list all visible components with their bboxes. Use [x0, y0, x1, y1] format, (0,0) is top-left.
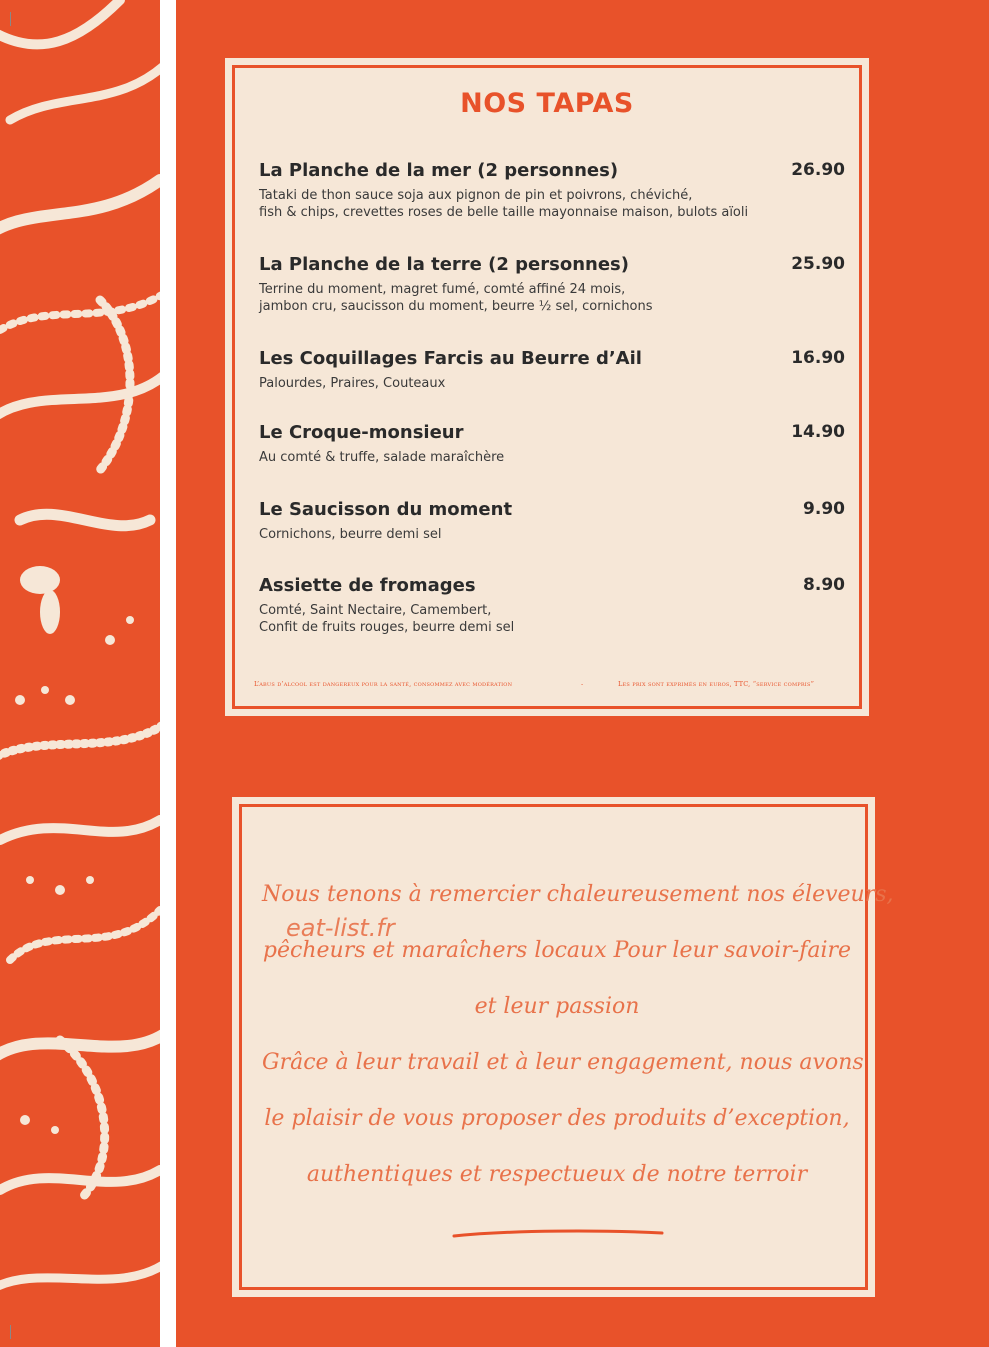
item-description — [259, 187, 849, 221]
item-description — [259, 602, 849, 636]
thanks-line: et leur passion — [474, 994, 640, 1019]
description-line: jambon cru, saucisson du moment, beurre ½ sel, cornichons — [259, 299, 653, 314]
decorative-pattern-panel — [0, 0, 160, 1347]
item-name: La Planche de la mer (2 personnes) — [259, 160, 619, 181]
description-line: Comté, Saint Nectaire, Camembert, — [259, 603, 492, 618]
card-frame — [239, 804, 894, 1290]
menu-title: NOS TAPAS — [460, 88, 634, 119]
menu-item — [259, 348, 849, 392]
item-name: La Planche de la terre (2 personnes) — [259, 254, 629, 275]
item-name: Assiette de fromages — [259, 575, 476, 596]
description-line: Palourdes, Praires, Couteaux — [259, 376, 446, 391]
thanks-line: Nous tenons à remercier chaleureusement nos éleveurs, — [262, 882, 894, 907]
menu-item — [259, 422, 849, 466]
botanical-pattern-graphic — [0, 0, 160, 1347]
crop-mark — [10, 1325, 11, 1339]
item-name: Le Saucisson du moment — [259, 499, 513, 520]
item-price: 26.90 — [791, 160, 845, 180]
page-gutter — [160, 0, 176, 1347]
watermark-text: eat-list.fr — [286, 914, 395, 942]
item-description — [259, 526, 849, 543]
alcohol-warning-note: L’abus d’alcool est dangereux pour la santé, consommez avec modération — [254, 680, 513, 688]
item-description — [259, 449, 849, 466]
menu-item — [259, 499, 849, 543]
menu-item — [259, 254, 849, 315]
description-line: fish & chips, crevettes roses de belle taille mayonnaise maison, bulots aïoli — [259, 205, 749, 220]
description-line: Cornichons, beurre demi sel — [259, 527, 442, 542]
item-price: 14.90 — [791, 422, 845, 442]
description-line: Confit de fruits rouges, beurre demi sel — [259, 620, 515, 635]
item-name: Les Coquillages Farcis au Beurre d’Ail — [259, 348, 642, 369]
thanks-line: le plaisir de vous proposer des produits d’exception, — [264, 1106, 850, 1131]
item-description — [259, 375, 849, 392]
menu-item — [259, 160, 849, 221]
description-line: Au comté & truffe, salade maraîchère — [259, 450, 505, 465]
footnote-separator: - — [581, 680, 584, 688]
thanks-card — [232, 797, 894, 1297]
menu-item — [259, 575, 849, 636]
item-name: Le Croque-monsieur — [259, 422, 464, 443]
thanks-line: authentiques et respectueux de notre terroir — [306, 1162, 808, 1187]
decorative-flourish — [452, 1224, 664, 1244]
item-price: 25.90 — [791, 254, 845, 274]
item-description — [259, 281, 849, 315]
crop-mark — [10, 12, 11, 26]
item-price: 9.90 — [803, 499, 845, 519]
item-price: 16.90 — [791, 348, 845, 368]
description-line: Terrine du moment, magret fumé, comté affiné 24 mois, — [259, 282, 626, 297]
thanks-line: Grâce à leur travail et à leur engagement, nous avons — [262, 1050, 864, 1075]
description-line: Tataki de thon sauce soja aux pignon de pin et poivrons, chéviché, — [259, 188, 693, 203]
item-price: 8.90 — [803, 575, 845, 595]
thanks-line: pêcheurs et maraîchers locaux Pour leur savoir-faire — [262, 938, 852, 963]
prices-note: Les prix sont exprimés en euros, TTC, “service compris” — [618, 680, 815, 688]
